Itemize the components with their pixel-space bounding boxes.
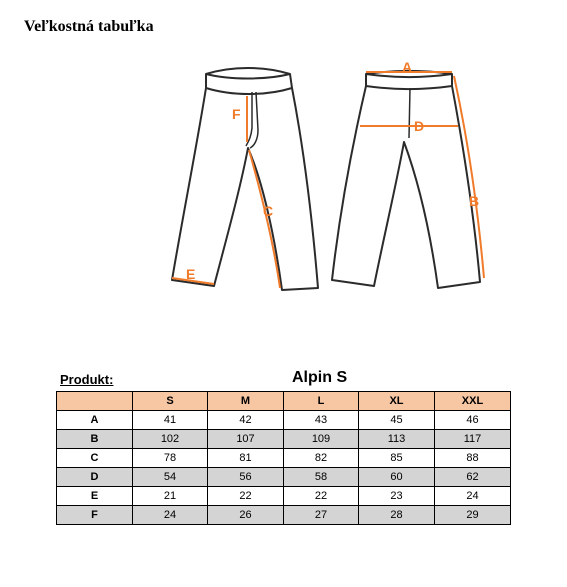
front-pants (172, 68, 318, 290)
column-header (57, 392, 133, 411)
table-cell: 58 (284, 468, 359, 487)
column-header: XL (359, 392, 435, 411)
table-cell: 82 (284, 449, 359, 468)
table-cell: 46 (435, 411, 511, 430)
table-cell: 41 (133, 411, 208, 430)
table-cell: 22 (208, 487, 284, 506)
row-label: C (57, 449, 133, 468)
table-row (57, 449, 511, 468)
table-cell: 109 (284, 430, 359, 449)
column-header: M (208, 392, 284, 411)
table-header-row (57, 392, 511, 411)
table-cell: 24 (133, 506, 208, 525)
table-cell: 88 (435, 449, 511, 468)
table-cell: 56 (208, 468, 284, 487)
row-label: B (57, 430, 133, 449)
column-header: XXL (435, 392, 511, 411)
measure-b-label: B (469, 193, 480, 209)
table-cell: 23 (359, 487, 435, 506)
table-cell: 28 (359, 506, 435, 525)
table-cell: 113 (359, 430, 435, 449)
table-cell: 85 (359, 449, 435, 468)
table-cell: 26 (208, 506, 284, 525)
back-seam (409, 88, 410, 138)
back-pants-body (332, 74, 480, 288)
table-cell: 81 (208, 449, 284, 468)
table-cell: 22 (284, 487, 359, 506)
table-row (57, 506, 511, 525)
table-cell: 42 (208, 411, 284, 430)
size-table (56, 391, 511, 525)
row-label: D (57, 468, 133, 487)
column-header: L (284, 392, 359, 411)
table-cell: 107 (208, 430, 284, 449)
table-row (57, 430, 511, 449)
table-cell: 78 (133, 449, 208, 468)
measure-d-label: D (414, 118, 425, 134)
front-pants-body (172, 74, 318, 290)
table-row (57, 487, 511, 506)
table-cell: 62 (435, 468, 511, 487)
row-label: A (57, 411, 133, 430)
back-pants (332, 71, 480, 288)
page-title: Veľkostná tabuľka (24, 18, 154, 35)
table-cell: 60 (359, 468, 435, 487)
table-cell: 54 (133, 468, 208, 487)
table-cell: 45 (359, 411, 435, 430)
table-cell: 21 (133, 487, 208, 506)
table-row (57, 468, 511, 487)
row-label: F (57, 506, 133, 525)
product-label: Produkt: (60, 372, 114, 387)
table-cell: 102 (133, 430, 208, 449)
column-header: S (133, 392, 208, 411)
table-cell: 24 (435, 487, 511, 506)
measure-f-label: F (232, 106, 241, 122)
table-row (57, 411, 511, 430)
product-name: Alpin S (292, 369, 348, 386)
row-label: E (57, 487, 133, 506)
table-cell: 43 (284, 411, 359, 430)
table-cell: 29 (435, 506, 511, 525)
measure-c-label: C (263, 203, 274, 219)
table-cell: 27 (284, 506, 359, 525)
measure-a-label: A (402, 59, 413, 75)
table-cell: 117 (435, 430, 511, 449)
measure-e-label: E (186, 266, 196, 282)
